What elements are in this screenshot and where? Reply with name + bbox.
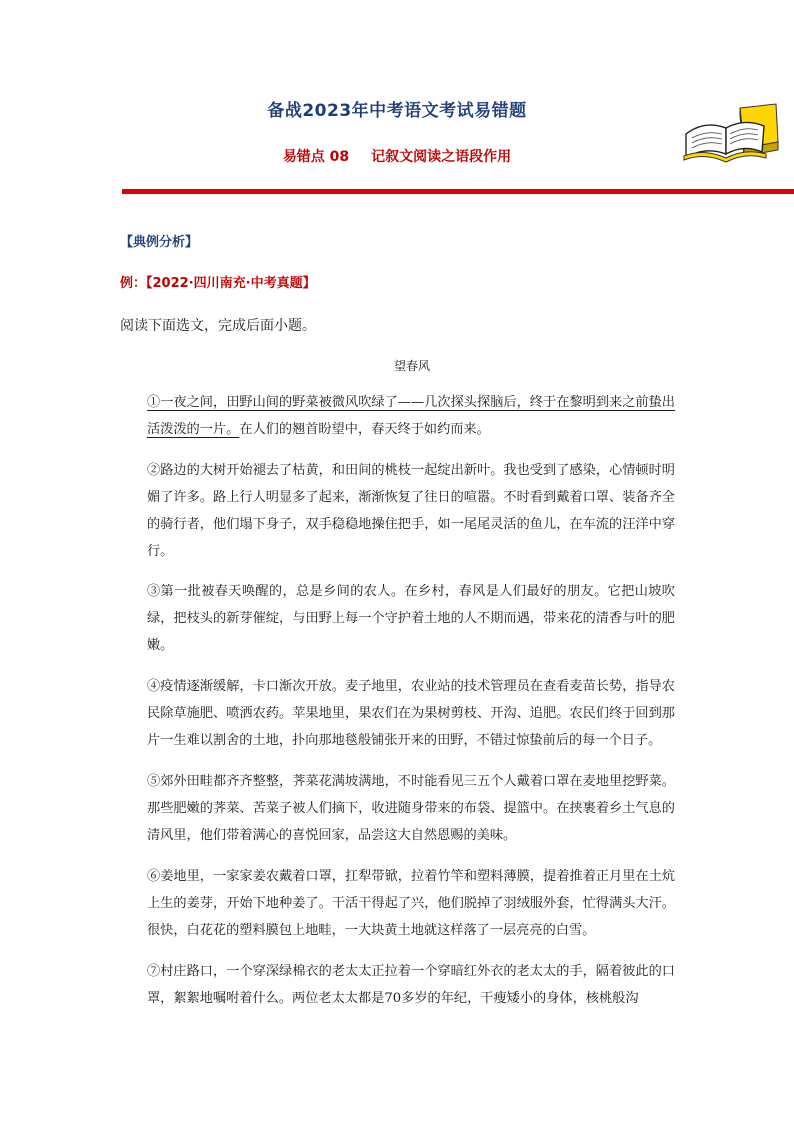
- instruction-text: 阅读下面选文，完成后面小题。: [120, 318, 316, 334]
- essay-paragraph: [147, 768, 675, 849]
- header-divider: [122, 189, 794, 194]
- document-title: 备战2023年中考语文考试易错题: [267, 101, 527, 121]
- paragraph-text: ③第一批被春天唤醒的，总是乡间的农人。在乡村，春风是人们最好的朋友。它把山坡吹绿，把枝头的新芽催绽，与田野上每一个守护着土地的人不期而遇，带来花的清香与叶的肥嫩。: [147, 584, 675, 653]
- essay-paragraph: [147, 457, 675, 565]
- paragraph-text: ④疫情逐渐缓解，卡口渐次开放。麦子地里，农业站的技术管理员在查看麦苗长势，指导农民除草施肥、喷洒农药。苹果地里，果农们在为果树剪枝、开沟、追肥。农民们终于回到那片一生难以割舍的土地，扑向那地毯般铺张开来的田野，不错过惊蛰前后的每一个日子。: [147, 679, 675, 748]
- document-subtitle: [0, 146, 794, 166]
- essay-paragraph: [147, 389, 675, 443]
- paragraph-text: ⑤郊外田畦都齐齐整整，荠菜花满坡满地，不时能看见三五个人戴着口罩在麦地里挖野菜。那些肥嫩的荠菜、苦菜子被人们摘下，收进随身带来的布袋、提篮中。在挟裹着乡土气息的清风里，他们带着满心的喜悦回家，品尝这大自然恩赐的美味。: [147, 774, 675, 843]
- essay-paragraph: [147, 673, 675, 754]
- paragraph-text: ②路边的大树开始褪去了枯黄，和田间的桃枝一起绽出新叶。我也受到了感染，心情顿时明媚了许多。路上行人明显多了起来，渐渐恢复了往日的喧嚣。不时看到戴着口罩、装备齐全的骑行者，他们塌下身子，双手稳稳地操住把手，如一尾尾灵活的鱼儿，在车流的汪洋中穿行。: [147, 463, 675, 559]
- open-book-icon: [678, 98, 782, 168]
- section-label: 【典例分析】: [120, 235, 199, 250]
- essay-paragraph: [147, 863, 675, 944]
- subtitle-topic: 记叙文阅读之语段作用: [371, 149, 512, 165]
- essay-title: 望春风: [393, 359, 430, 373]
- essay-paragraph: [147, 578, 675, 659]
- subtitle-code: 易错点 08: [282, 149, 350, 165]
- essay-paragraph: [147, 958, 675, 1012]
- paragraph-text: ⑦村庄路口，一个穿深绿棉衣的老太太正拉着一个穿暗红外衣的老太太的手，隔着彼此的口罩，絮絮地嘱咐着什么。两位老太太都是70多岁的年纪，干瘦矮小的身体，核桃般沟: [147, 964, 675, 1006]
- example-heading: [120, 272, 316, 291]
- underlined-sentence: ①一夜之间，田野山间的野菜被微风吹绿了——几次探头探脑后，终于在黎明到来之前蛰出活泼泼的一片。: [147, 395, 675, 437]
- paragraph-text: ⑥姜地里，一家家姜农戴着口罩，扛犁带锨，拉着竹竿和塑料薄膜，提着推着正月里在土炕上生的姜芽，开始下地种姜了。干活干得起了兴，他们脱掉了羽绒服外套，忙得满头大汗。很快，白花花的塑料膜包上地畦，一大块黄土地就这样落了一层亮亮的白雪。: [147, 869, 675, 938]
- example-prefix: 例：: [120, 276, 147, 291]
- paragraph-text: 在人们的翘首盼望中，春天终于如约而来。: [239, 422, 490, 437]
- example-source: 【2022·四川南充·中考真题】: [146, 276, 316, 291]
